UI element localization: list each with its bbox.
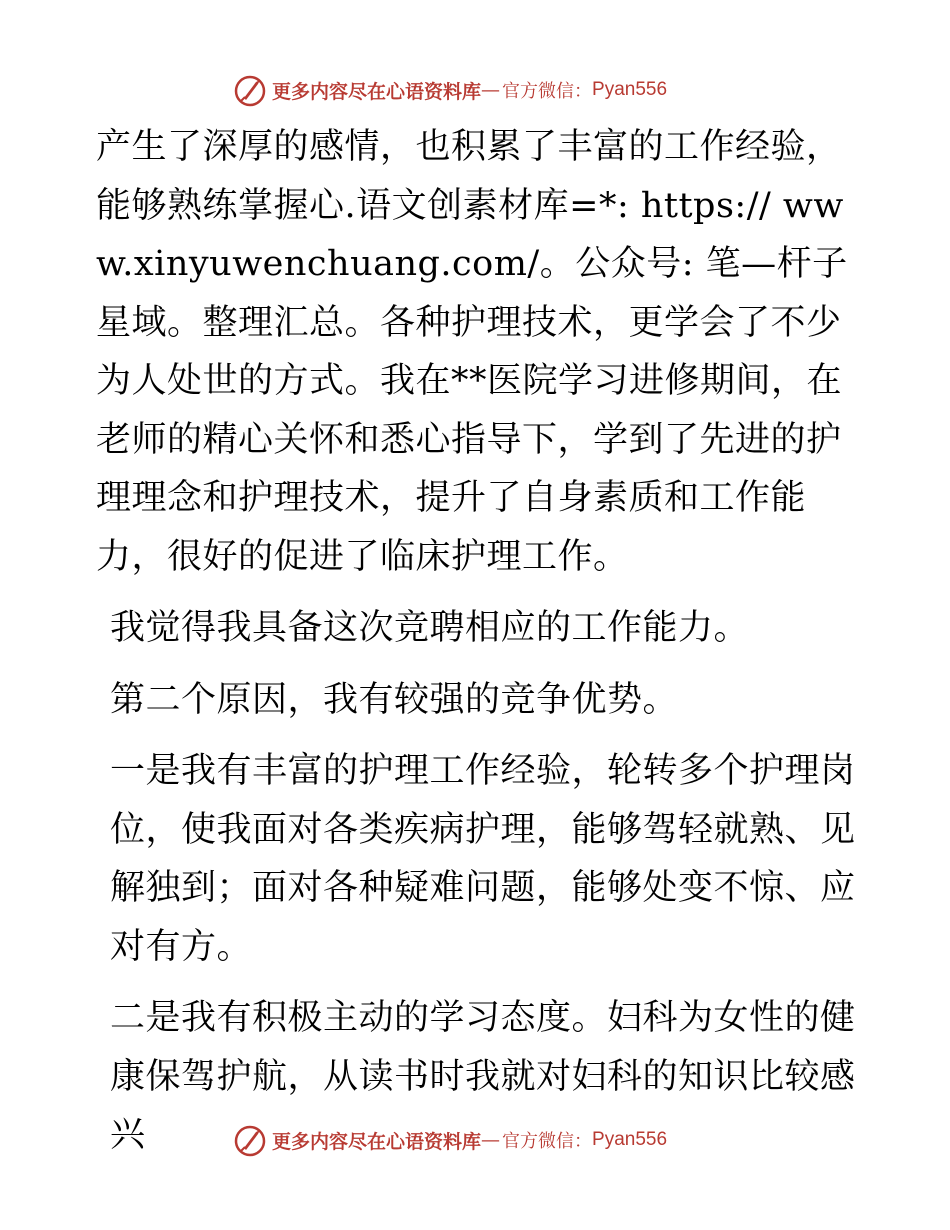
header-wechat-id: Pyan556 xyxy=(592,79,668,100)
header-banner-text: 更多内容尽在心语资料库 xyxy=(272,80,482,103)
quill-pen-logo-icon xyxy=(232,1122,268,1158)
footer-banner xyxy=(232,1120,667,1160)
paragraph-5: 二是我有积极主动的学习态度。妇科为女性的健康保驾护航，从读书时我就对妇科的知识比较感兴 xyxy=(110,998,856,1155)
paragraph-1: 产生了深厚的感情，也积累了丰富的工作经验，能够熟练掌握心.语文创素材库=*: https:// www.xinyuwenchuang.com/。公众号: 笔—杆子星域。整理汇总。各种护理技术，更学会了不少为人处世的方式。我在**医院学习进修期间，在老师的精心关怀和悉心指导下，学到了先进的护理理念和护理技术，提升了自身素质和工作能力，很好的促进了临床护理工作。 xyxy=(96,127,848,577)
footer-wechat-label: 官方微信： xyxy=(502,1131,593,1152)
footer-wechat-id: Pyan556 xyxy=(592,1129,668,1150)
footer-banner-dash: — xyxy=(481,1129,501,1151)
footer-banner-text: 更多内容尽在心语资料库 xyxy=(272,1130,482,1153)
header-banner xyxy=(232,70,667,110)
header-banner-dash: — xyxy=(481,79,501,101)
header-wechat-label: 官方微信： xyxy=(502,81,593,102)
quill-pen-logo-icon xyxy=(232,72,268,108)
paragraph-2: 我觉得我具备这次竞聘相应的工作能力。 xyxy=(110,608,750,648)
paragraph-3: 第二个原因，我有较强的竞争优势。 xyxy=(110,679,679,720)
paragraph-4: 一是我有丰富的护理工作经验，轮转多个护理岗位，使我面对各类疾病护理，能够驾轻就熟、见解独到；面对各种疑难问题，能够处变不惊、应对有方。 xyxy=(110,751,856,967)
document-body xyxy=(96,118,856,1165)
